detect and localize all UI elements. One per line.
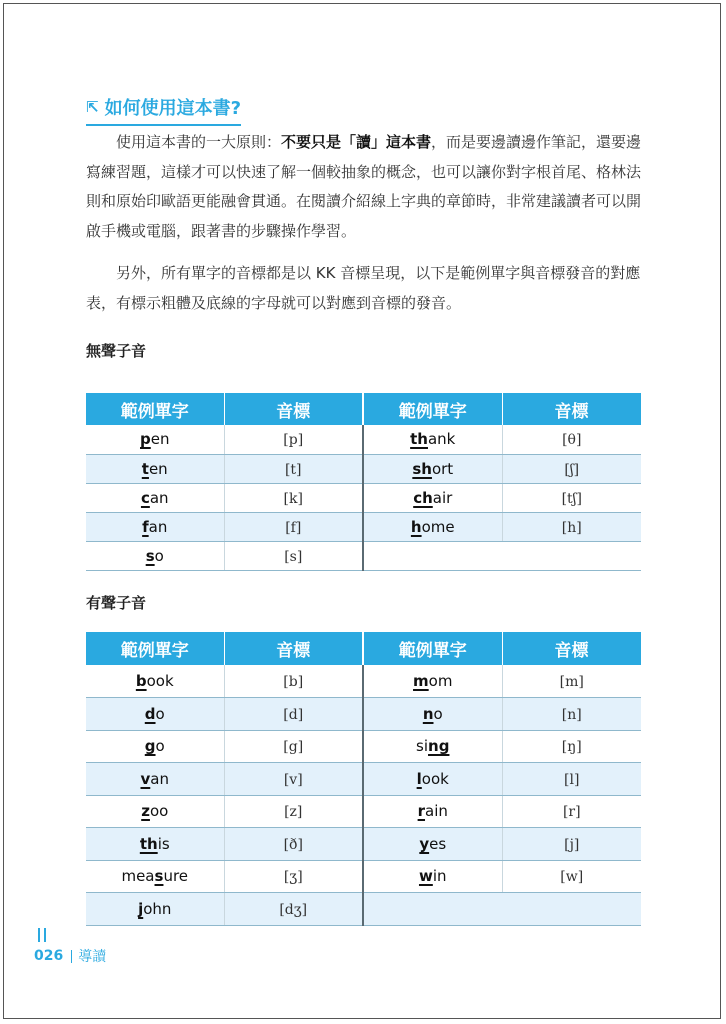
phonetic-symbol: [j] [502,828,641,861]
table-row [86,763,641,796]
phonetic-symbol: [tʃ] [502,483,641,512]
table-row [86,512,641,541]
phonetic-symbol: [w] [502,860,641,893]
example-word: thank [363,425,502,454]
phonetic-symbol: [s] [224,541,363,570]
example-word: no [363,698,502,731]
table-row [86,454,641,483]
phonetic-symbol: [ð] [224,828,363,861]
phonetic-symbol: [ʒ] [224,860,363,893]
header-example-word: 範例單字 [363,632,502,665]
footer-divider [71,950,72,963]
heading-text: 如何使用這本書? [104,98,242,119]
example-word: pen [86,425,224,454]
voiceless-table [86,393,642,571]
example-word: can [86,483,224,512]
phonetic-symbol: [dʒ] [224,893,363,926]
phonetic-symbol: [θ] [502,425,641,454]
example-word: measure [86,860,224,893]
phonetic-symbol: [l] [502,763,641,796]
voiceless-title: 無聲子音 [86,342,147,360]
table-row [86,541,641,570]
phonetic-symbol: [f] [224,512,363,541]
example-word: ten [86,454,224,483]
example-word: win [363,860,502,893]
phonetic-symbol: [z] [224,795,363,828]
phonetic-symbol: [d] [224,698,363,731]
header-example-word: 範例單字 [86,393,224,425]
phonetic-symbol: [r] [502,795,641,828]
header-phonetic: 音標 [224,393,363,425]
header-example-word: 範例單字 [363,393,502,425]
table-row [86,425,641,454]
table-row [86,483,641,512]
phonetic-symbol: [g] [224,730,363,763]
phonetic-symbol: [h] [502,512,641,541]
phonetic-symbol: [ʃ] [502,454,641,483]
example-word: van [86,763,224,796]
voiced-table [86,632,642,926]
table-row [86,860,641,893]
example-word: look [363,763,502,796]
phonetic-symbol: [b] [224,665,363,698]
para1-post: ，而是要邊讀邊作筆記，還要邊寫練習題，這樣才可以快速了解一個較抽象的概念，也可以讓你對字根首尾、格林法則和原始印歐語更能融會貫通。在閱讀介紹線上字典的章節時，非常建議讀者可以開啟手機或電腦，跟著書的步驟操作學習。 [86,133,642,240]
example-word: rain [363,795,502,828]
table-row [86,698,641,731]
header-example-word: 範例單字 [86,632,224,665]
para1-bold: 不要只是「讀」這本書 [281,133,432,151]
phonetic-symbol: [p] [224,425,363,454]
header-phonetic: 音標 [224,632,363,665]
page-marker-icon [38,928,46,942]
table-row [86,893,641,926]
corner-arrow-icon: ⇱ [86,98,99,116]
para2-text: 另外，所有單字的音標都是以 KK 音標呈現，以下是範例單字與音標發音的對應表，有標示粗體及底線的字母就可以對應到音標的發音。 [86,264,641,312]
example-word: mom [363,665,502,698]
para1-pre: 使用這本書的一大原則： [116,133,282,151]
kk-note-paragraph [86,259,646,318]
header-phonetic: 音標 [502,393,641,425]
example-word: yes [363,828,502,861]
example-word: sing [363,730,502,763]
example-word: this [86,828,224,861]
example-word: go [86,730,224,763]
example-word: chair [363,483,502,512]
table-row [86,795,641,828]
example-word: home [363,512,502,541]
example-word: john [86,893,224,926]
example-word: short [363,454,502,483]
example-word: zoo [86,795,224,828]
header-phonetic: 音標 [502,632,641,665]
example-word: do [86,698,224,731]
phonetic-symbol: [v] [224,763,363,796]
page-footer [34,946,106,966]
section-heading [86,93,241,126]
intro-paragraph [86,128,646,246]
empty-cell [363,541,641,570]
phonetic-symbol: [k] [224,483,363,512]
phonetic-symbol: [ŋ] [502,730,641,763]
phonetic-symbol: [n] [502,698,641,731]
phonetic-symbol: [t] [224,454,363,483]
example-word: book [86,665,224,698]
example-word: fan [86,512,224,541]
table-row [86,730,641,763]
table-row [86,828,641,861]
page-number: 026 [34,948,64,964]
voiced-title: 有聲子音 [86,594,147,612]
table-row [86,665,641,698]
example-word: so [86,541,224,570]
phonetic-symbol: [m] [502,665,641,698]
empty-cell [363,893,641,926]
footer-section: 導讀 [78,949,107,965]
